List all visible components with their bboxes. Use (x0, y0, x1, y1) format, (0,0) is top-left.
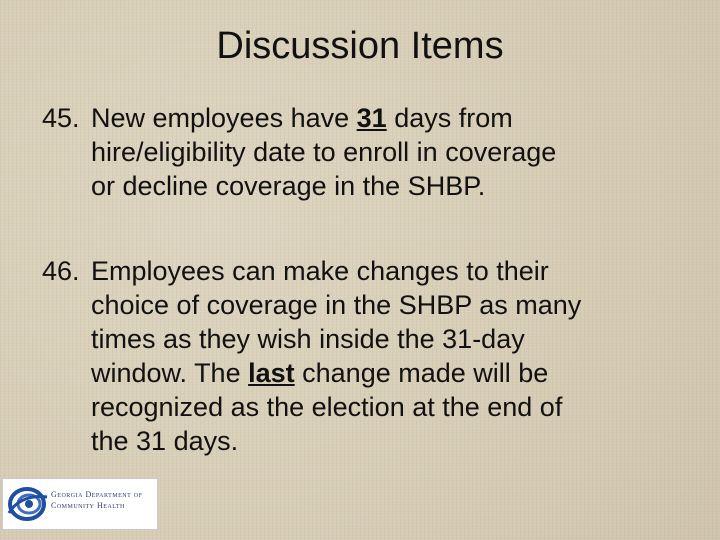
emphasis-last: last (248, 358, 295, 388)
item-line: New employees have 31 days from (91, 103, 513, 133)
item-line: Employees can make changes to their (91, 256, 549, 286)
item-line: the 31 days. (91, 426, 239, 456)
item-line: window. The last change made will be (91, 358, 549, 388)
item-number: 46. (42, 256, 80, 286)
logo-text-line2: Community Health (51, 501, 125, 510)
item-line: recognized as the election at the end of (91, 392, 563, 422)
item-line: hire/eligibility date to enroll in coverage (91, 137, 557, 167)
item-line: choice of coverage in the SHBP as many (91, 290, 582, 320)
dch-logo (2, 478, 158, 530)
slide-title: Discussion Items (216, 25, 504, 67)
discussion-item-45 (42, 101, 682, 203)
emphasis-31: 31 (356, 103, 387, 133)
item-number: 45. (42, 103, 80, 133)
discussion-item-46 (42, 254, 682, 458)
item-line: times as they wish inside the 31-day (91, 324, 525, 354)
item-line: or decline coverage in the SHBP. (91, 171, 486, 201)
logo-text-line1: Georgia Department of (51, 490, 143, 499)
swoosh-icon (3, 479, 49, 529)
